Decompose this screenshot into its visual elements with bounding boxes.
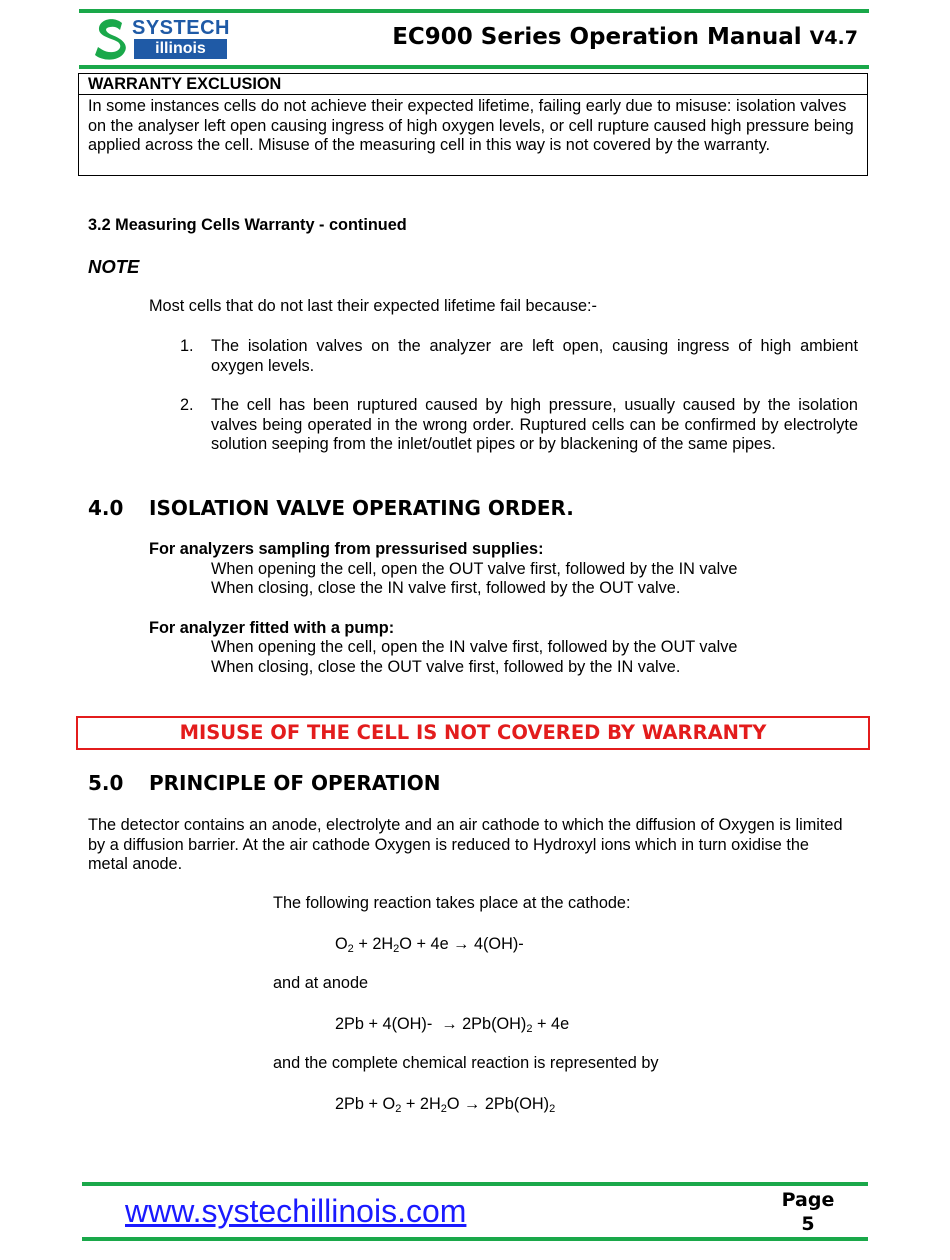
- note-item-1-number: 1.: [180, 337, 194, 355]
- note-label: NOTE: [88, 256, 140, 277]
- logo-illinois-block: [134, 39, 227, 59]
- section-5-number: 5.0: [88, 771, 124, 795]
- footer-top-rule: [82, 1182, 868, 1186]
- footer-bottom-rule: [82, 1237, 868, 1241]
- warranty-warning-banner: [76, 716, 870, 750]
- manual-title: [392, 24, 858, 50]
- principle-paragraph: The detector contains an anode, electrolyte and an air cathode to which the diffusion of Oxygen is limited by a diffusion barrier. At the air cathode Oxygen is reduced to Hydroxyl ions which in turn oxidise the metal anode.: [88, 816, 843, 874]
- page-label: Page: [781, 1189, 835, 1211]
- note-item-2-number: 2.: [180, 396, 194, 414]
- manual-version: V4.7: [809, 27, 858, 49]
- logo-systech-text: SYSTECH: [132, 17, 230, 39]
- note-item-2-text: The cell has been ruptured caused by high pressure, usually caused by the isolation valves being operated in the wrong order. Ruptured cells can be confirmed by electrolyte solution seeping from the inlet/outlet pipes or by blackening of the same pipes.: [211, 396, 858, 454]
- cathode-intro: The following reaction takes place at the cathode:: [273, 894, 631, 912]
- warranty-warning-text: MISUSE OF THE CELL IS NOT COVERED BY WARRANTY: [179, 721, 767, 744]
- anode-equation: $2Pb + 4(OH)- \to 2Pb(OH)_2 + 4e$: [335, 1015, 570, 1035]
- header-top-rule: [79, 9, 869, 13]
- pump-line-2: When closing, close the OUT valve first, followed by the IN valve.: [211, 658, 681, 676]
- pressurised-line-2: When closing, close the IN valve first, followed by the OUT valve.: [211, 579, 681, 597]
- warranty-exclusion-text: In some instances cells do not achieve their expected lifetime, failing early due to misuse: isolation valves on the analyser left open causing ingress of high oxygen levels, or cell rupture caused high pressure being applied across the cell. Misuse of the measuring cell in this way is not covered by the warranty.: [88, 97, 854, 155]
- warranty-exclusion-box: [78, 73, 868, 176]
- manual-title-text: EC900 Series Operation Manual: [392, 24, 802, 50]
- pressurised-label: For analyzers sampling from pressurised supplies:: [149, 540, 544, 558]
- systech-s-icon: [92, 17, 132, 61]
- logo-illinois-text: illinois: [155, 40, 206, 57]
- pump-line-1: When opening the cell, open the IN valve first, followed by the OUT valve: [211, 638, 738, 656]
- note-intro: Most cells that do not last their expected lifetime fail because:-: [149, 297, 597, 315]
- complete-intro: and the complete chemical reaction is represented by: [273, 1054, 659, 1072]
- warranty-exclusion-title: WARRANTY EXCLUSION: [79, 74, 867, 95]
- company-logo: [92, 17, 228, 61]
- cathode-equation: $O_2 + 2H_2O + 4e \to 4(OH)-$: [335, 935, 524, 955]
- pressurised-line-1: When opening the cell, open the OUT valve first, followed by the IN valve: [211, 560, 738, 578]
- section-5-title: PRINCIPLE OF OPERATION: [149, 771, 441, 795]
- website-link[interactable]: www.systechillinois.com: [125, 1193, 467, 1229]
- pump-label: For analyzer fitted with a pump:: [149, 619, 395, 637]
- note-item-1-text: The isolation valves on the analyzer are left open, causing ingress of high ambient oxygen levels.: [211, 337, 858, 375]
- complete-equation: $2Pb + O_2 + 2H_2O \to 2Pb(OH)_2$: [335, 1095, 556, 1115]
- page-indicator: [770, 1188, 846, 1236]
- section-4-number: 4.0: [88, 496, 124, 520]
- section-4-title: ISOLATION VALVE OPERATING ORDER.: [149, 496, 574, 520]
- header-bottom-rule: [79, 65, 869, 69]
- anode-intro: and at anode: [273, 974, 369, 992]
- section-3-2-heading: 3.2 Measuring Cells Warranty - continued: [88, 216, 407, 234]
- page-number: 5: [801, 1213, 815, 1235]
